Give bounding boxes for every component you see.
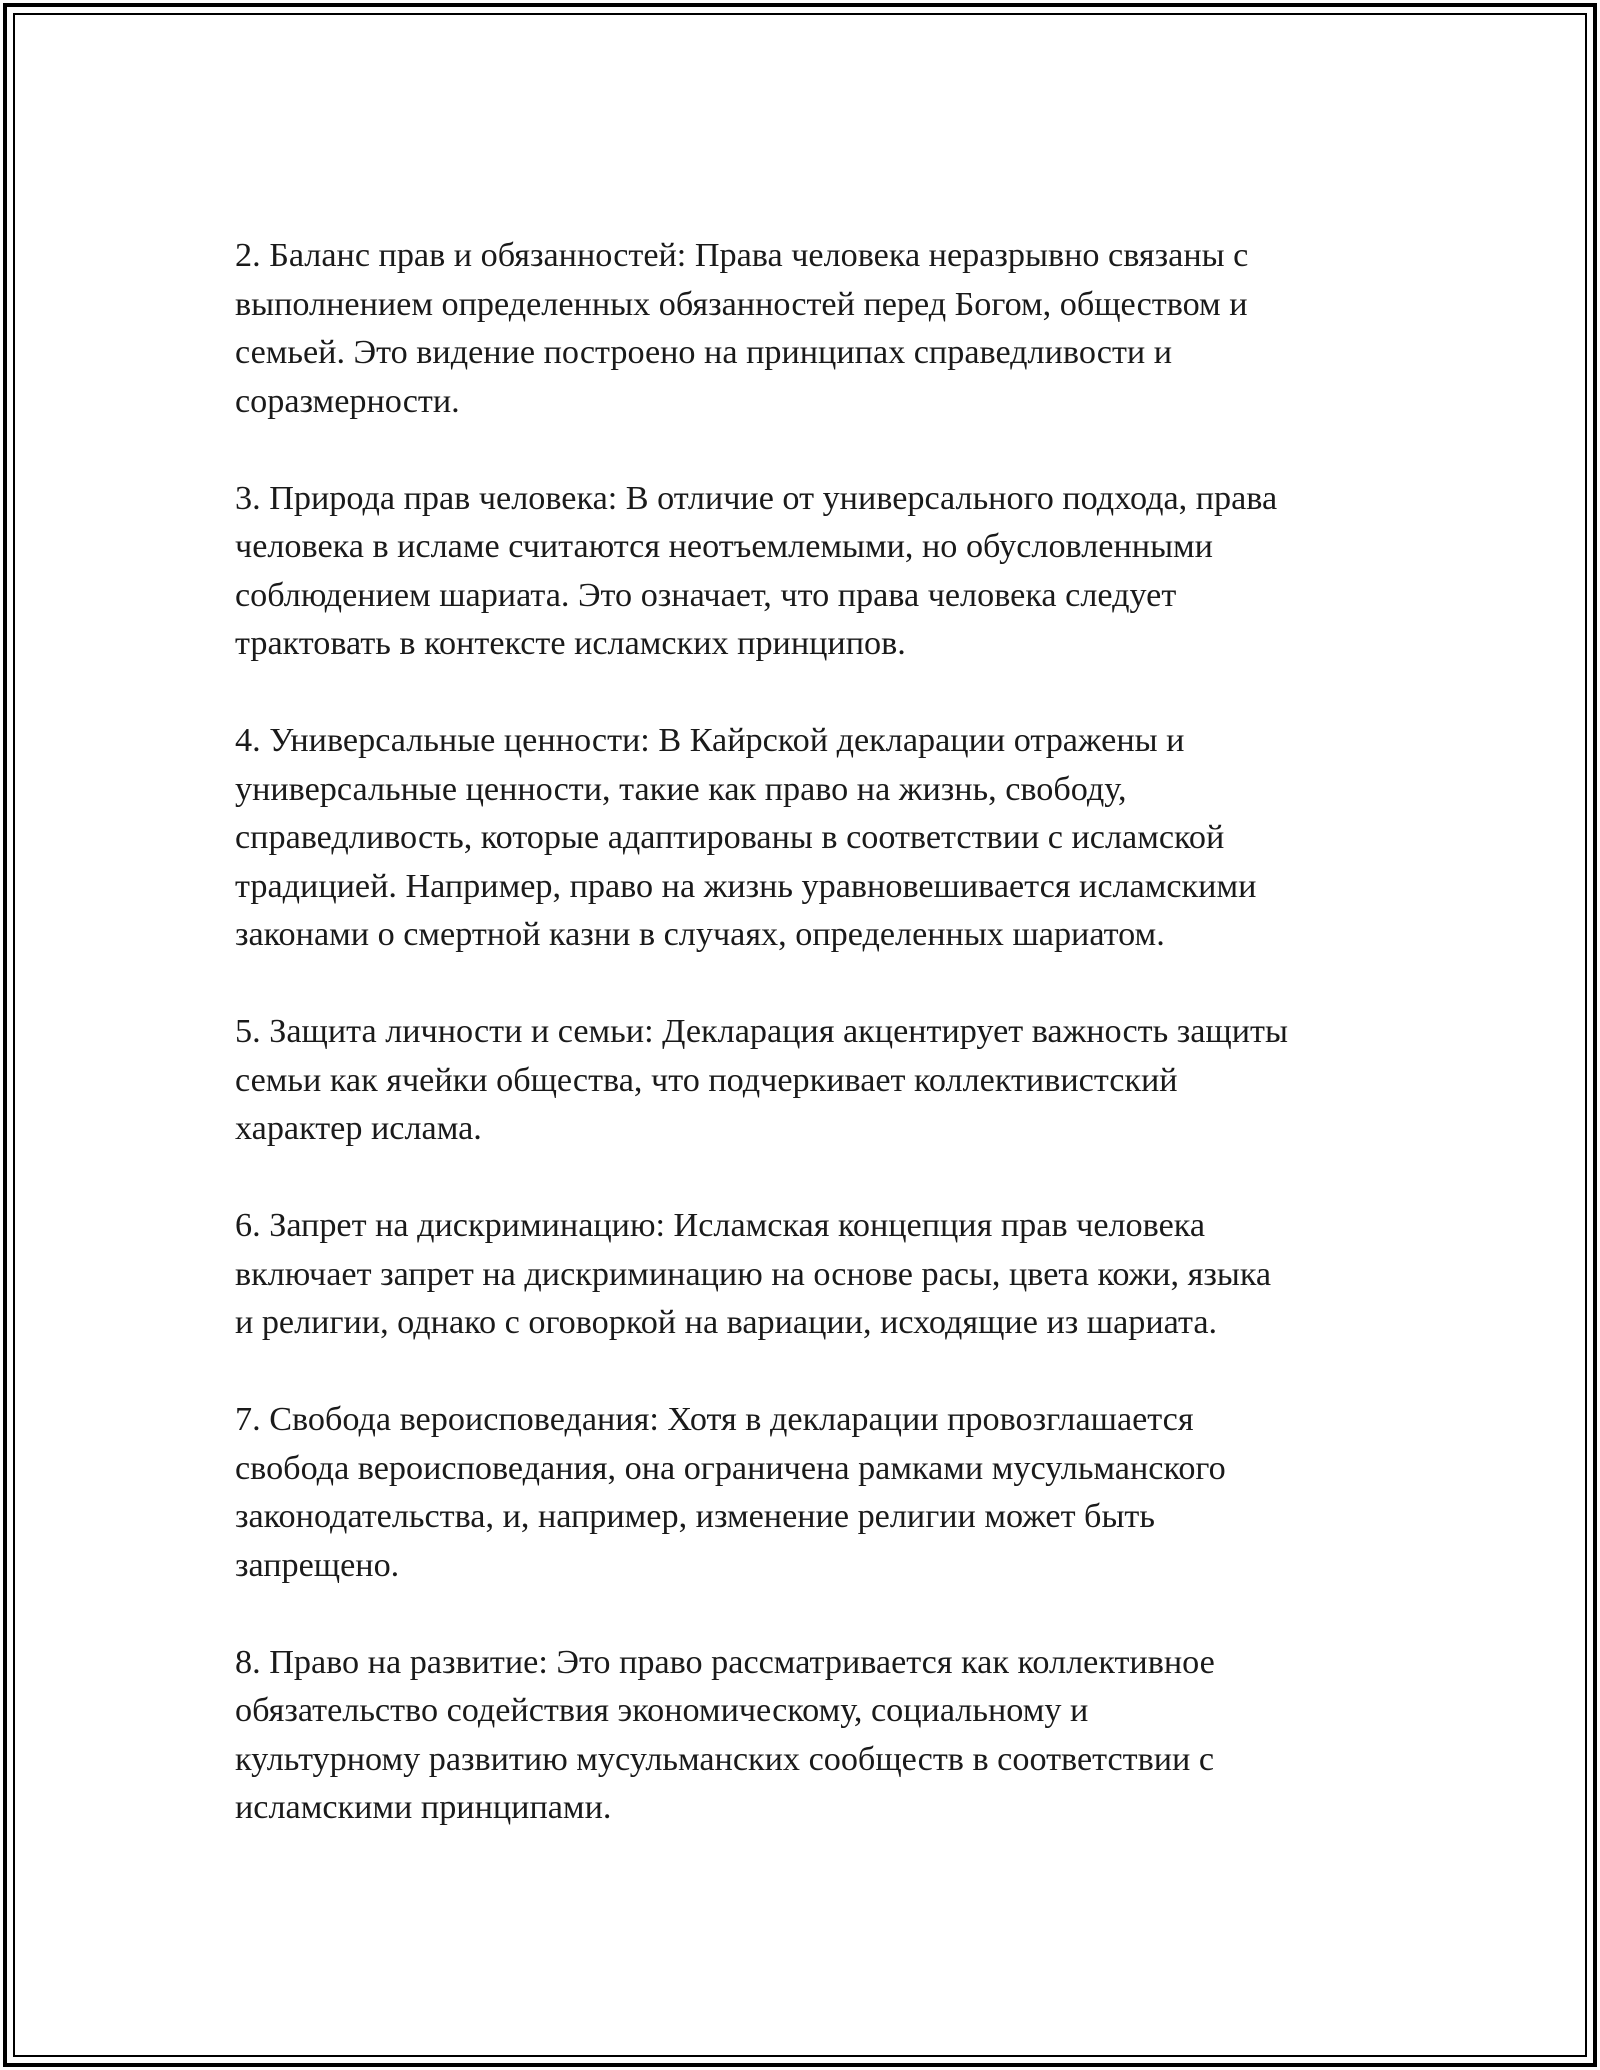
document-body bbox=[235, 232, 1385, 1881]
text-line: человека в исламе считаются неотъемлемыми, но обусловленными bbox=[235, 528, 1213, 565]
text-line: семьи как ячейки общества, что подчеркивает коллективистский bbox=[235, 1061, 1178, 1099]
paragraph-balance-of-rights bbox=[235, 232, 1385, 426]
text-line: 7. Свобода вероисповедания: Хотя в декларации провозглашается bbox=[235, 1401, 1194, 1438]
text-line: свобода вероисповедания, она ограничена рамками мусульманского bbox=[235, 1449, 1226, 1487]
text-line: 8. Право на развитие: Это право рассматривается как коллективное bbox=[235, 1643, 1215, 1681]
text-line: выполнением определенных обязанностей перед Богом, обществом и bbox=[235, 285, 1248, 323]
text-line: культурному развитию мусульманских сообществ в соответствии с bbox=[235, 1740, 1215, 1778]
text-line: соблюдением шариата. Это означает, что права человека следует bbox=[235, 576, 1177, 614]
paragraph-non-discrimination bbox=[235, 1202, 1385, 1348]
paragraph-nature-of-rights bbox=[235, 475, 1385, 669]
text-line: включает запрет на дискриминацию на основе расы, цвета кожи, языка bbox=[235, 1255, 1272, 1293]
text-line: универсальные ценности, такие как право на жизнь, свободу, bbox=[235, 770, 1127, 808]
text-line: 4. Универсальные ценности: В Кайрской декларации отражены и bbox=[235, 722, 1185, 759]
text-line: 6. Запрет на дискриминацию: Исламская концепция прав человека bbox=[235, 1207, 1206, 1244]
text-line: законодательства, и, например, изменение религии может быть bbox=[235, 1498, 1155, 1535]
text-line: обязательство содействия экономическому, социальному и bbox=[235, 1692, 1089, 1729]
text-line: справедливость, которые адаптированы в соответствии с исламской bbox=[235, 819, 1225, 856]
text-line: 3. Природа прав человека: В отличие от универсального подхода, права bbox=[235, 479, 1278, 517]
text-line: законами о смертной казни в случаях, определенных шариатом. bbox=[235, 916, 1165, 953]
text-line: традицией. Например, право на жизнь уравновешивается исламскими bbox=[235, 867, 1257, 905]
paragraph-universal-values bbox=[235, 717, 1385, 960]
text-line: соразмерности. bbox=[235, 382, 460, 420]
text-line: трактовать в контексте исламских принципов. bbox=[235, 625, 906, 662]
text-line: семьей. Это видение построено на принципах справедливости и bbox=[235, 334, 1173, 371]
text-line: запрещено. bbox=[235, 1546, 400, 1584]
text-line: 5. Защита личности и семьи: Декларация акцентирует важность защиты bbox=[235, 1013, 1288, 1050]
paragraph-right-to-development bbox=[235, 1639, 1385, 1833]
paragraph-protection-of-family bbox=[235, 1008, 1385, 1154]
text-line: исламскими принципами. bbox=[235, 1789, 612, 1826]
text-line: 2. Баланс прав и обязанностей: Права человека неразрывно связаны с bbox=[235, 237, 1249, 274]
text-line: характер ислама. bbox=[235, 1110, 482, 1147]
paragraph-freedom-of-religion bbox=[235, 1396, 1385, 1590]
text-line: и религии, однако с оговоркой на вариации, исходящие из шариата. bbox=[235, 1304, 1218, 1341]
